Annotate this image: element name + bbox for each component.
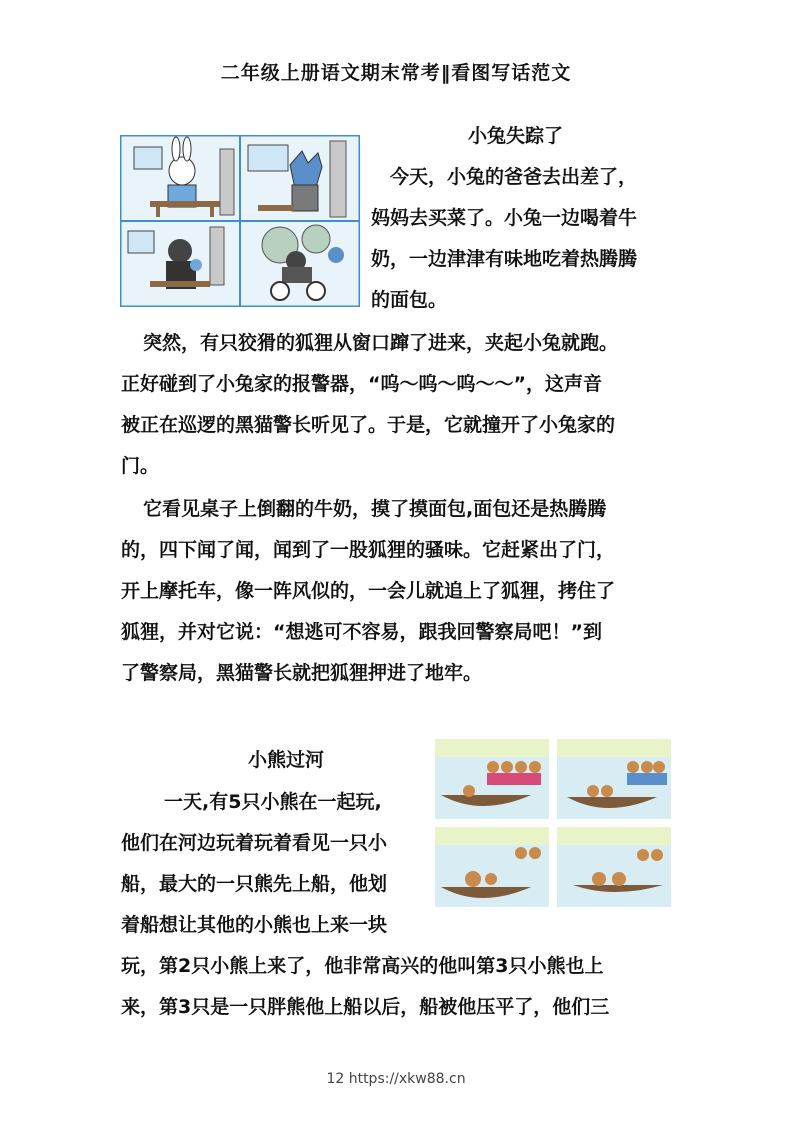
- story1-line: 了警察局，黑猫警长就把狐狸押进了地牢。: [121, 662, 483, 684]
- story1-line: 开上摩托车，像一阵风似的，一会儿就追上了狐狸，拷住了: [121, 580, 616, 602]
- page-footer: 12 https://xkw88.cn: [326, 1071, 466, 1087]
- story1-line: 妈妈去买菜了。小兔一边喝着牛: [371, 207, 638, 229]
- story1-line: 今天，小兔的爸爸去出差了，: [390, 166, 638, 188]
- story1-line: 门。: [121, 455, 160, 477]
- story1-line: 的，四下闻了闻，闻到了一股狐狸的骚味。它赶紧出了门，: [121, 539, 616, 561]
- story1-line: 正好碰到了小兔家的报警器，“呜～呜～呜～～”，这声音: [121, 373, 602, 395]
- bears-story-illustration: [433, 737, 673, 909]
- story1-line: 狐狸，并对它说：“想逃可不容易，跟我回警察局吧！”到: [121, 621, 602, 643]
- story1-line: 突然，有只狡猾的狐狸从窗口蹿了进来，夹起小兔就跑。: [143, 332, 619, 354]
- story1-line: 奶，一边津津有味地吃着热腾腾: [371, 248, 638, 270]
- story2-line: 来，第3只是一只胖熊他上船以后，船被他压平了，他们三: [121, 996, 610, 1018]
- story2-line: 玩，第2只小熊上来了，他非常高兴的他叫第3只小熊也上: [121, 955, 604, 977]
- story1-line: 它看见桌子上倒翻的牛奶，摸了摸面包,面包还是热腾腾: [143, 498, 607, 520]
- story2-line: 船，最大的一只熊先上船，他划: [121, 873, 388, 895]
- story1-line: 被正在巡逻的黑猫警长听见了。于是，它就撞开了小兔家的: [121, 414, 616, 436]
- page-title: 二年级上册语文期末常考‖看图写话范文: [220, 62, 572, 84]
- rabbit-story-illustration: [120, 135, 360, 307]
- story2-line: 他们在河边玩着玩着看见一只小: [121, 832, 388, 854]
- story1-title: 小兔失踪了: [468, 125, 564, 147]
- story2-line: 着船想让其他的小熊也上来一块: [121, 914, 388, 936]
- story1-line: 的面包。: [371, 289, 448, 311]
- story2-title: 小熊过河: [248, 749, 325, 771]
- story2-line: 一天,有5只小熊在一起玩,: [164, 791, 382, 813]
